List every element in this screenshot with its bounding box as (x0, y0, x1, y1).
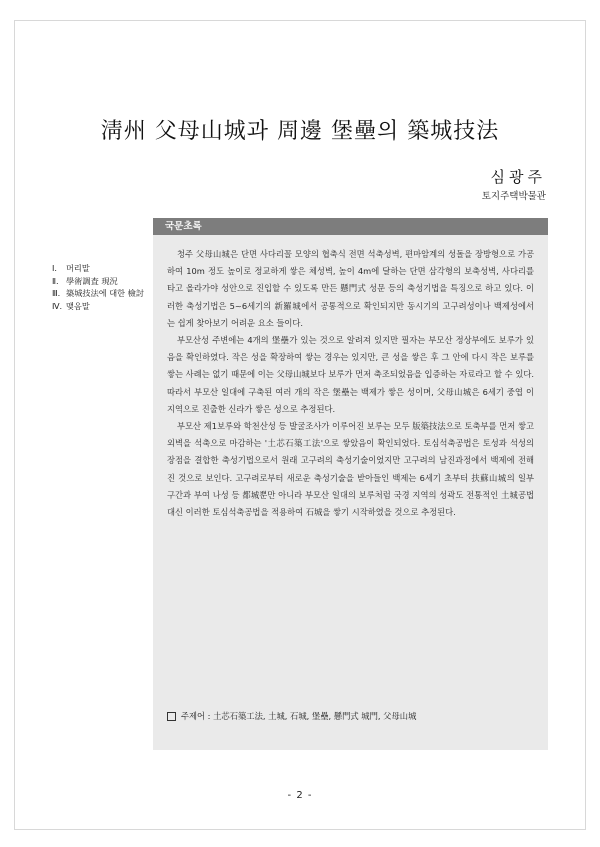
toc-item-label: 맺음말 (66, 300, 90, 311)
toc-item (52, 275, 147, 288)
document-title: 淸州 父母山城과 周邊 堡壘의 築城技法 (100, 119, 500, 144)
toc-item-number: Ⅲ. (52, 288, 61, 298)
table-of-contents (52, 262, 147, 312)
toc-item (52, 262, 147, 275)
checkbox-icon (167, 712, 176, 721)
toc-item-label: 머리말 (66, 263, 90, 273)
toc-item-number: Ⅰ. (52, 263, 58, 273)
author-affiliation: 토지주택박물관 (481, 191, 546, 202)
keywords (167, 710, 537, 722)
page-number: - 2 - (287, 790, 313, 801)
toc-item (52, 300, 147, 313)
toc-item-label: 築城技法에 대한 檢討 (66, 288, 145, 298)
toc-item (52, 287, 147, 300)
keywords-text: 주제어 : 土芯石築工法, 土城, 石城, 堡壘, 懸門式 城門, 父母山城 (181, 711, 417, 721)
toc-item-number: Ⅳ. (52, 300, 63, 311)
author-name: 심광주 (490, 168, 546, 186)
abstract-paragraph: 청주 父母山城은 단면 사다리꼴 모양의 협축식 전면 석축성벽, 편마암계의 성돌을 장방형으로 가공하여 10m 정도 높이로 정교하게 쌓은 체성벽, 높이 4m에 달하는 단면 삼각형의 보축성벽, 사다리를 타고 올라가야 성안으로 진입할 수 있도록 만든 懸門式 성문 등의 축성기법을 특징으로 하고 있다. 이러한 축성기법은 5~6세기의 新羅城에서 공통적으로 확인되지만 동시기의 고구려성이나 백제성에서는 쉽게 찾아보기 어려운 요소 들이다. (167, 249, 534, 328)
abstract-paragraph: 부모산성 주변에는 4개의 堡壘가 있는 것으로 알려져 있지만 필자는 부모산 정상부에도 보루가 있음을 확인하였다. 작은 성을 확장하여 쌓는 경우는 있지만, 큰 성을 쌓은 후 그 안에 다시 작은 보루를 쌓는 사례는 없기 때문에 이는 父母山城보다 보루가 먼저 축조되었음을 입증하는 자료라고 할 수 있다. 따라서 부모산 일대에 구축된 여러 개의 작은 堡壘는 백제가 쌓은 성이며, 父母山城은 6세기 중엽 이 지역으로 진출한 신라가 쌓은 성으로 추정된다. (167, 335, 534, 414)
abstract-box (153, 218, 548, 750)
toc-item-label: 學術調査 現況 (66, 275, 118, 286)
toc-item-number: Ⅱ. (52, 275, 59, 286)
abstract-body (167, 246, 534, 521)
abstract-paragraph: 부모산 제1보루와 학천산성 등 발굴조사가 이루어진 보루는 모두 版築技法으로 토축부를 먼저 쌓고 외벽을 석축으로 마감하는 '土芯石築工法'으로 쌓았음이 확인되었다. 토심석축공법은 토성과 석성의 장점을 결합한 축성기법으로서 원래 고구려의 축성기술이었지만 고구려의 남진과정에서 백제에 전해진 것으로 보인다. 고구려로부터 새로운 축성기술을 받아들인 백제는 6세기 초부터 扶蘇山城의 일부 구간과 부여 나성 등 都城뿐만 아니라 부모산 일대의 보루처럼 국경 지역의 성곽도 전통적인 土城공법 대신 이러한 토심석축공법을 적용하여 石城을 쌓기 시작하였을 것으로 추정된다. (167, 421, 534, 518)
abstract-header: 국문초록 (153, 218, 548, 235)
